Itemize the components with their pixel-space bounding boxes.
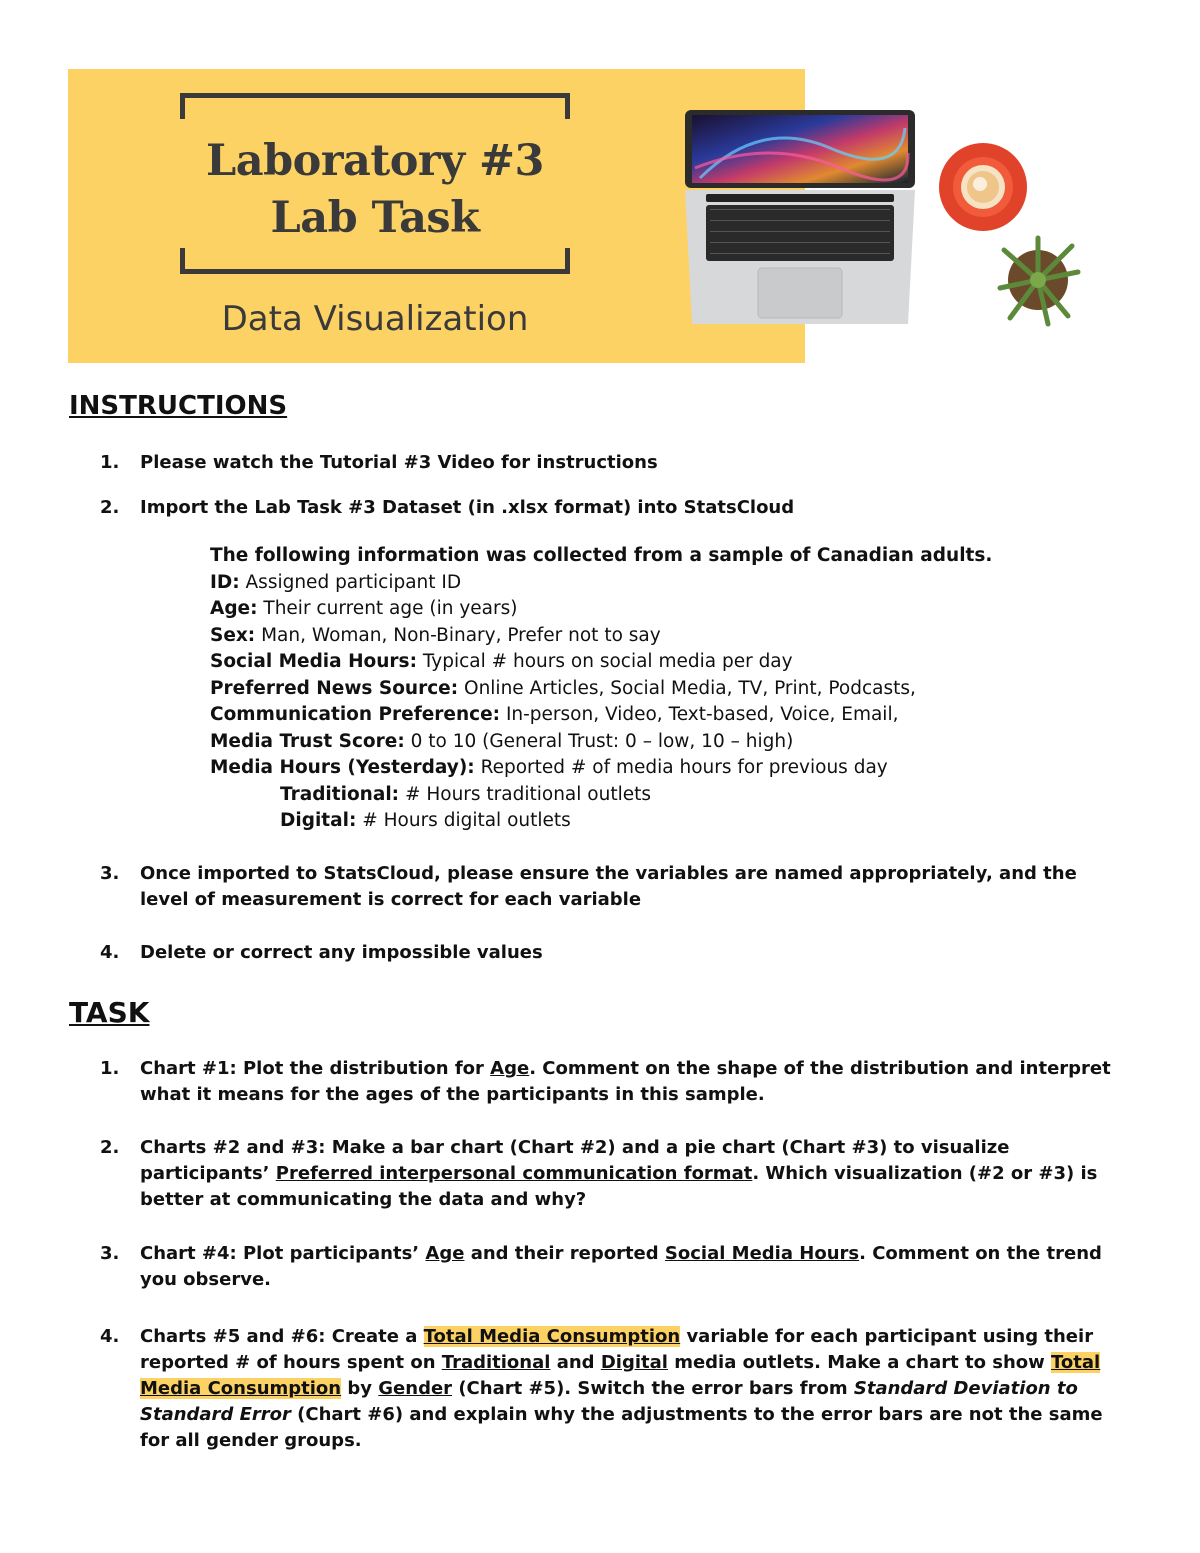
item-text: Import the Lab Task #3 Dataset (in .xlsx format) into StatsCloud: [140, 497, 795, 518]
item-text-line3: Media Consumption by Gender (Chart #5). Switch the error bars from Standard Deviation to: [140, 1378, 1078, 1399]
highlighted-term-total-media: Total Media Consumption: [423, 1326, 681, 1347]
variable-traditional: Traditional: # Hours traditional outlets: [280, 783, 652, 805]
highlighted-term-media-consumption: Media Consumption: [140, 1378, 342, 1399]
coffee-cup-illustration: [936, 140, 1030, 234]
item-number: 4.: [100, 1326, 120, 1347]
underlined-term-communication-format: Preferred interpersonal communication format: [275, 1163, 753, 1184]
variable-id: ID: Assigned participant ID: [210, 571, 462, 593]
item-text: Delete or correct any impossible values: [140, 942, 543, 963]
underlined-term-gender: Gender: [378, 1378, 453, 1399]
banner-title-line1: Laboratory #3: [206, 136, 544, 186]
item-text-line2: level of measurement is correct for each variable: [140, 889, 642, 910]
banner-title-line2: Lab Task: [270, 193, 480, 243]
variable-news-source: Preferred News Source: Online Articles, Social Media, TV, Print, Podcasts,: [210, 677, 916, 699]
task-heading: TASK: [69, 996, 150, 1029]
item-number: 1.: [100, 1058, 120, 1079]
italic-term-sd: Standard Deviation to: [853, 1378, 1078, 1399]
item-text-line1: Charts #2 and #3: Make a bar chart (Chart #2) and a pie chart (Chart #3) to visualize: [140, 1137, 1010, 1158]
variable-media-hours: Media Hours (Yesterday): Reported # of media hours for previous day: [210, 757, 888, 778]
item-text-line2: reported # of hours spent on Traditional and Digital media outlets. Make a chart to show Total: [140, 1352, 1101, 1373]
italic-term-se: Standard Error: [140, 1404, 291, 1425]
underlined-term-social-media-hours: Social Media Hours: [664, 1243, 860, 1264]
item-text-line3: better at communicating the data and why?: [140, 1189, 587, 1210]
item-number: 2.: [100, 497, 120, 518]
title-frame-bottom: [180, 248, 570, 274]
variable-sex: Sex: Man, Woman, Non-Binary, Prefer not to say: [210, 624, 661, 646]
item-text-line2: participants’ Preferred interpersonal communication format. Which visualization (#2 or #3) is: [140, 1163, 1098, 1184]
variable-age: Age: Their current age (in years): [210, 598, 518, 619]
item-text-line1: Once imported to StatsCloud, please ensure the variables are named appropriately, and the: [140, 863, 1077, 884]
item-text-line1: Charts #5 and #6: Create a Total Media Consumption variable for each participant using their: [140, 1326, 1094, 1347]
highlighted-term-total: Total: [1051, 1352, 1101, 1373]
item-number: 4.: [100, 942, 120, 963]
item-text-line1: Chart #1: Plot the distribution for Age. Comment on the shape of the distribution and interpret: [140, 1058, 1111, 1079]
dataset-intro: The following information was collected from a sample of Canadian adults.: [210, 545, 993, 566]
variable-media-trust: Media Trust Score: 0 to 10 (General Trust: 0 – low, 10 – high): [210, 730, 794, 752]
underlined-term-traditional: Traditional: [441, 1352, 551, 1373]
item-text-line1: Chart #4: Plot participants’ Age and their reported Social Media Hours. Comment on the trend: [140, 1243, 1102, 1264]
item-text-line2: you observe.: [140, 1269, 272, 1290]
item-number: 3.: [100, 1243, 120, 1264]
underlined-term-age: Age: [490, 1058, 530, 1079]
underlined-term-age: Age: [425, 1243, 465, 1264]
variable-social-media-hours: Social Media Hours: Typical # hours on social media per day: [210, 651, 793, 672]
underlined-term-digital: Digital: [600, 1352, 668, 1373]
item-number: 1.: [100, 452, 120, 473]
item-number: 2.: [100, 1137, 120, 1158]
banner-subtitle: Data Visualization: [221, 299, 529, 339]
succulent-plant-illustration: [990, 232, 1086, 328]
item-text-line2: what it means for the ages of the participants in this sample.: [140, 1084, 765, 1105]
variable-digital: Digital: # Hours digital outlets: [280, 810, 571, 831]
title-frame-top: [180, 93, 570, 119]
item-number: 3.: [100, 863, 120, 884]
variable-communication-preference: Communication Preference: In-person, Video, Text-based, Voice, Email,: [210, 704, 899, 725]
instructions-heading: INSTRUCTIONS: [69, 391, 288, 421]
laptop-illustration: [680, 108, 920, 330]
item-text-line5: for all gender groups.: [140, 1430, 362, 1451]
dataset-description: [210, 543, 1110, 835]
item-text: Please watch the Tutorial #3 Video for instructions: [140, 452, 658, 473]
item-text-line4: Standard Error (Chart #6) and explain why the adjustments to the error bars are not the same: [140, 1404, 1103, 1425]
